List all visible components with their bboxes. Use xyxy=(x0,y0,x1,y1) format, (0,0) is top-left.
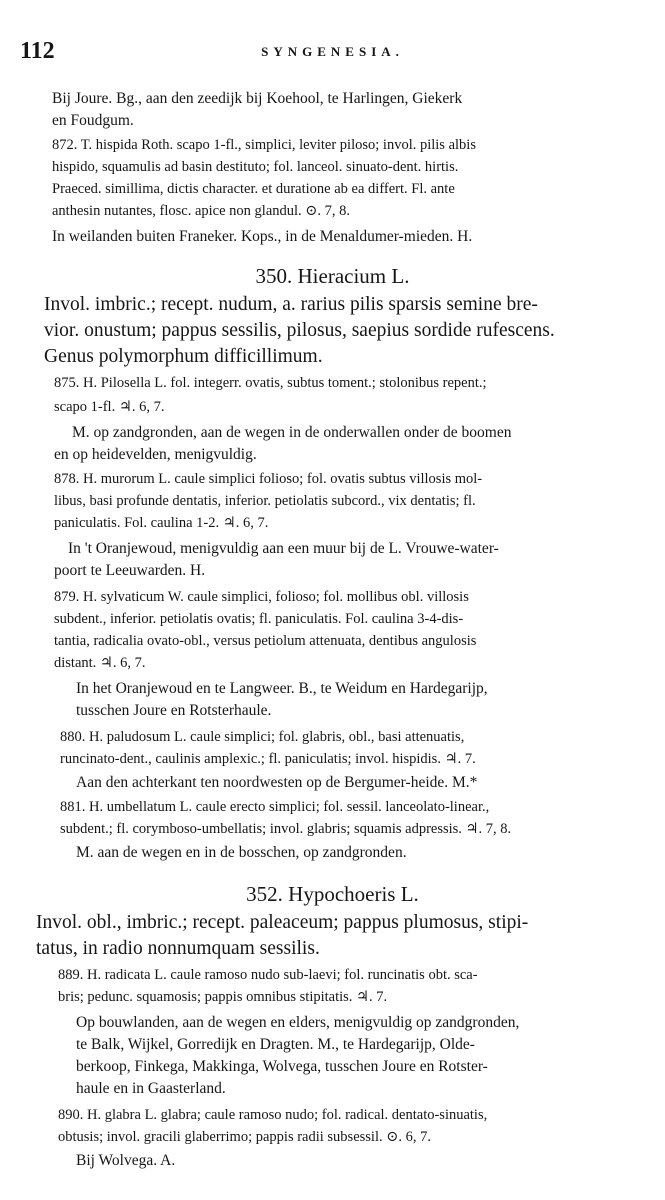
locality-line: haule en in Gaasterland. xyxy=(76,1080,226,1097)
text-line: bris; pedunc. squamosis; pappis omnibus stipitatis. ♃. 7. xyxy=(58,989,388,1005)
genus-heading-hieracium: 350. Hieracium L. xyxy=(255,264,410,288)
text-line: scapo 1-fl. ♃. 6, 7. xyxy=(54,399,165,415)
species-entry-889: 889. H. radicata L. caule ramoso nudo sub-laevi; fol. runcinatis obt. sca- xyxy=(58,967,478,983)
text-line: libus, basi profunde dentatis, inferior. petiolatis subcord., vix dentatis; fl. xyxy=(54,493,476,509)
species-entry-879: 879. H. sylvaticum W. caule simplici, folioso; fol. mollibus obl. villosis xyxy=(54,589,469,605)
genus-heading-hypochoeris: 352. Hypochoeris L. xyxy=(246,882,419,906)
genus-description: Invol. obl., imbric.; recept. paleaceum; pappus plumosus, stipi- xyxy=(36,912,529,933)
locality-line: In 't Oranjewoud, menigvuldig aan een muur bij de L. Vrouwe-water- xyxy=(68,540,499,557)
genus-description: vior. onustum; pappus sessilis, pilosus, saepius sordide rufescens. xyxy=(44,320,555,341)
text-line: Praeced. simillima, dictis character. et duratione ab ea differt. Fl. ante xyxy=(52,181,455,197)
species-entry-872: 872. T. hispida Roth. scapo 1-fl., simplici, leviter piloso; invol. pilis albis xyxy=(52,137,476,153)
locality-line: tusschen Joure en Rotsterhaule. xyxy=(76,702,272,719)
running-title: SYNGENESIA. xyxy=(261,44,404,59)
locality-line: M. op zandgronden, aan de wegen in de onderwallen onder de boomen xyxy=(72,424,512,441)
text-line: distant. ♃. 6, 7. xyxy=(54,655,146,671)
text-line: obtusis; invol. gracili glaberrimo; pappis radii subsessil. ⊙. 6, 7. xyxy=(58,1129,431,1145)
locality-line: M. aan de wegen en in de bosschen, op zandgronden. xyxy=(76,844,407,861)
text-line: paniculatis. Fol. caulina 1-2. ♃. 6, 7. xyxy=(54,515,269,531)
text-line: en Foudgum. xyxy=(52,112,134,129)
species-entry-881: 881. H. umbellatum L. caule erecto simplici; fol. sessil. lanceolato-linear., xyxy=(60,799,490,815)
genus-description: Invol. imbric.; recept. nudum, a. rarius pilis sparsis semine bre- xyxy=(44,294,538,315)
text-line: runcinato-dent., caulinis amplexic.; fl. paniculatis; invol. hispidis. ♃. 7. xyxy=(60,751,476,767)
genus-description: Genus polymorphum difficillimum. xyxy=(44,346,323,367)
text-line: subdent., inferior. petiolatis ovatis; fl. paniculatis. Fol. caulina 3-4-dis- xyxy=(54,611,464,627)
locality-line: Op bouwlanden, aan de wegen en elders, menigvuldig op zandgronden, xyxy=(76,1014,520,1031)
locality-line: te Balk, Wijkel, Gorredijk en Dragten. M., te Hardegarijp, Olde- xyxy=(76,1036,475,1053)
locality-line: In het Oranjewoud en te Langweer. B., te Weidum en Hardegarijp, xyxy=(76,680,488,697)
text-line: anthesin nutantes, flosc. apice non glandul. ⊙. 7, 8. xyxy=(52,203,351,219)
species-entry-880: 880. H. paludosum L. caule simplici; fol. glabris, obl., basi attenuatis, xyxy=(60,729,465,745)
species-entry-878: 878. H. murorum L. caule simplici folioso; fol. ovatis subtus villosis mol- xyxy=(54,471,483,487)
locality-line: Bij Wolvega. A. xyxy=(76,1152,176,1169)
locality-line: In weilanden buiten Franeker. Kops., in de Menaldumer-mieden. H. xyxy=(52,228,473,245)
text-line: tantia, radicalia ovato-obl., versus petiolum attenuata, dentibus angulosis xyxy=(54,633,477,649)
page-number: 112 xyxy=(20,38,55,64)
species-entry-875: 875. H. Pilosella L. fol. integerr. ovatis, subtus toment.; stolonibus repent.; xyxy=(54,375,487,391)
locality-line: en op heidevelden, menigvuldig. xyxy=(54,446,257,463)
text-line: hispido, squamulis ad basin destituto; fol. lanceol. sinuato-dent. hirtis. xyxy=(52,159,459,175)
locality-line: berkoop, Finkega, Makkinga, Wolvega, tusschen Joure en Rotster- xyxy=(76,1058,488,1075)
locality-line: poort te Leeuwarden. H. xyxy=(54,562,206,579)
genus-description: tatus, in radio nonnumquam sessilis. xyxy=(36,938,320,959)
text-line: subdent.; fl. corymboso-umbellatis; invol. glabris; squamis adpressis. ♃. 7, 8. xyxy=(60,821,512,837)
page-header xyxy=(20,38,645,68)
species-entry-890: 890. H. glabra L. glabra; caule ramoso nudo; fol. radical. dentato-sinuatis, xyxy=(58,1107,488,1123)
text-line: Bij Joure. Bg., aan den zeedijk bij Koehool, te Harlingen, Giekerk xyxy=(52,90,463,107)
locality-line: Aan den achterkant ten noordwesten op de Bergumer-heide. M.* xyxy=(76,774,478,791)
